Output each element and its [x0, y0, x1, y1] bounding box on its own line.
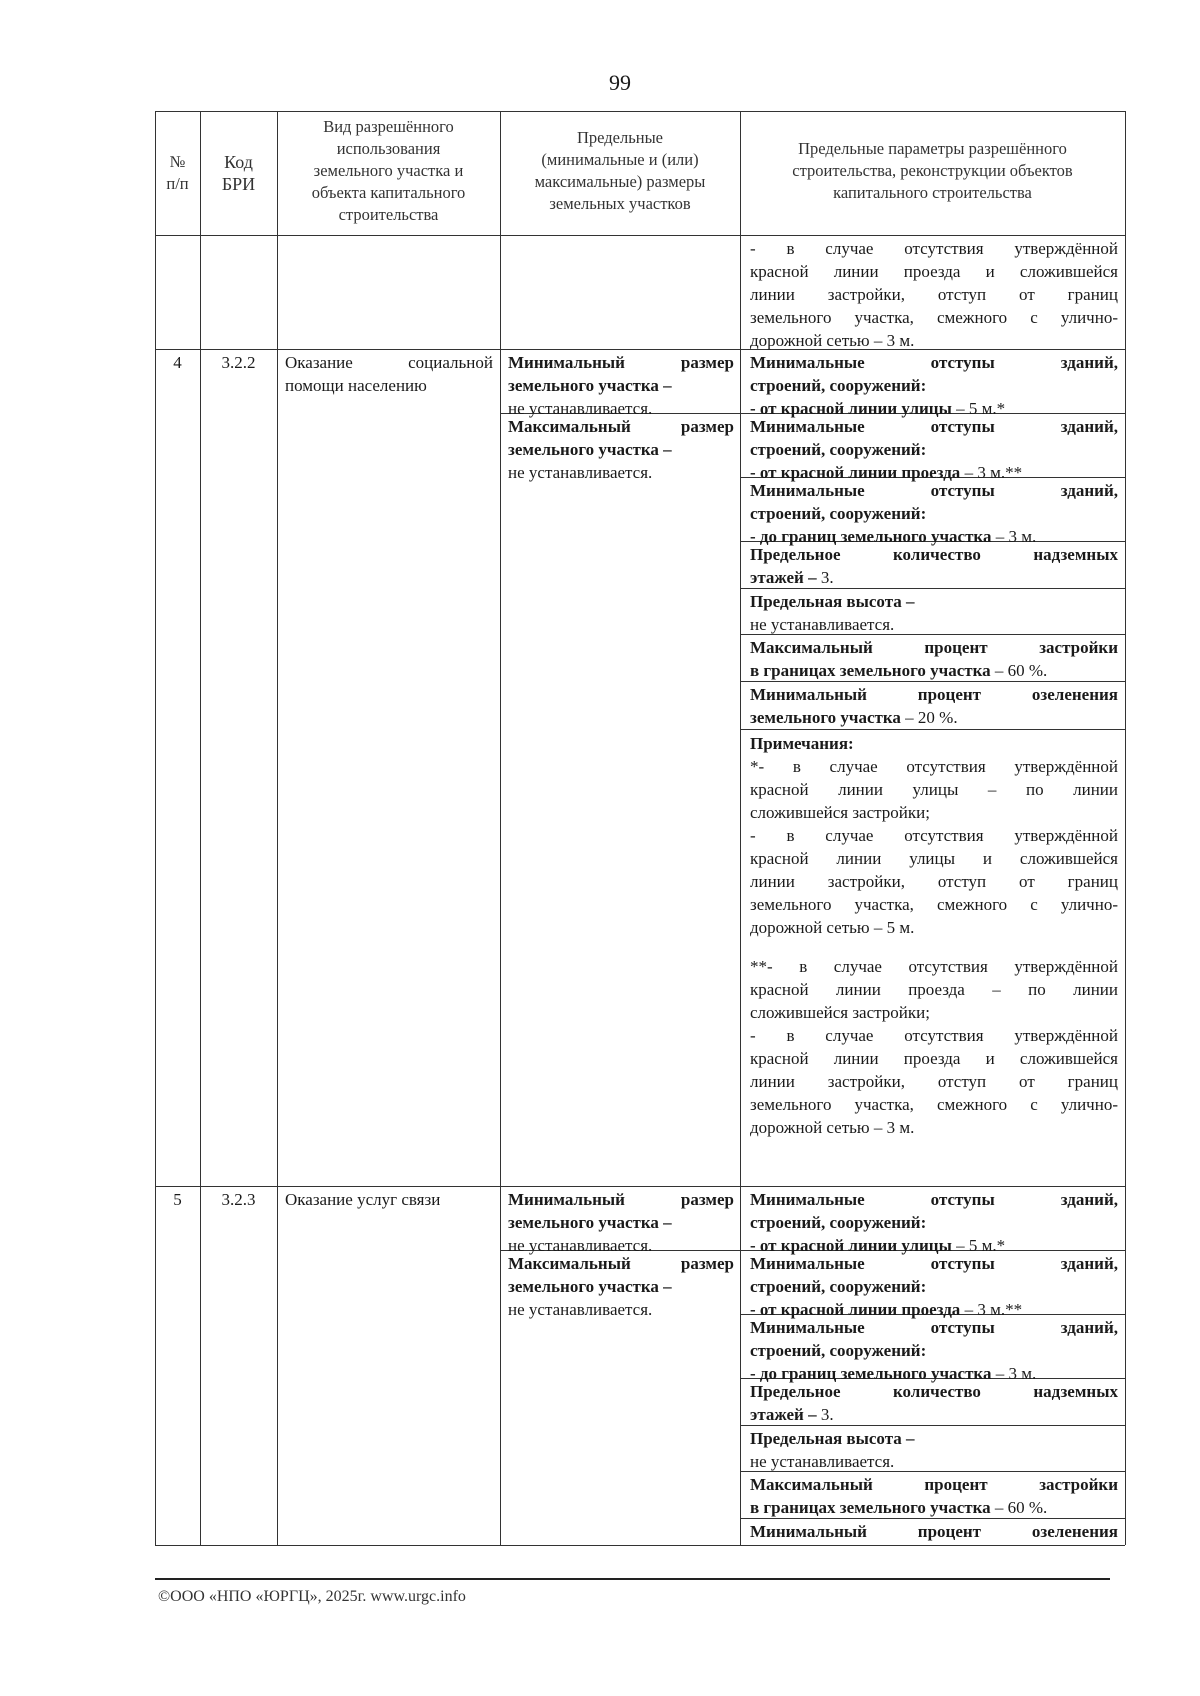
param-value-bold: этажей – [750, 1405, 817, 1424]
note-line: дорожной сетью – 5 м. [750, 918, 915, 937]
row4-param-setback-street [750, 351, 1118, 420]
header-bottom-border [155, 235, 1125, 236]
note-line: красной линии проезда и сложившейся [750, 262, 1118, 281]
header-text: использования [336, 139, 441, 158]
size-label: земельного участка – [508, 440, 672, 459]
table-top-border [155, 111, 1125, 112]
param-value-normal: – 3 м.** [960, 463, 1023, 482]
param-line: Минимальные отступы зданий, [750, 417, 1118, 436]
size-value: не устанавливается. [508, 463, 653, 482]
header-col-number [155, 151, 200, 195]
param-line: Минимальные отступы зданий, [750, 1190, 1118, 1209]
param-value-bold: - до границ земельного участка [750, 527, 992, 546]
row5-min-size [508, 1188, 734, 1257]
param-value-bold: - до границ земельного участка [750, 1364, 992, 1383]
note-line: земельного участка, смежного с улично- [750, 895, 1118, 914]
row4-param-height [750, 590, 1118, 636]
note-line: линии застройки, отступ от границ [750, 1072, 1118, 1091]
param-line: Максимальный процент застройки [750, 1475, 1118, 1494]
param-value-normal: 3. [816, 568, 834, 587]
row5-top-border [155, 1186, 1125, 1187]
header-text: № [169, 152, 186, 171]
footer-copyright: ©ООО «НПО «ЮРГЦ», 2025г. www.urgc.info [158, 1588, 466, 1605]
row4-param-divider [740, 729, 1125, 730]
header-text: Предельные [577, 128, 663, 147]
header-text: (минимальные и (или) [541, 150, 699, 169]
param-line: строений, сооружений: [750, 440, 927, 459]
note-line: линии застройки, отступ от границ [750, 285, 1118, 304]
param-line: строений, сооружений: [750, 504, 927, 523]
note-line: сложившейся застройки; [750, 803, 930, 822]
param-value-bold: этажей – [750, 568, 817, 587]
note-line: - в случае отсутствия утверждённой [750, 1026, 1118, 1045]
size-label: Максимальный размер [508, 1254, 734, 1273]
continuation-note [750, 237, 1118, 352]
row4-param-building-coverage [750, 636, 1118, 682]
row4-use-name [285, 351, 493, 397]
header-col-params [740, 138, 1125, 204]
note-line: красной линии проезда – по линии [750, 980, 1118, 999]
use-name-line: Оказание социальной [285, 353, 493, 372]
param-line: Максимальный процент застройки [750, 638, 1118, 657]
row5-code: 3.2.3 [221, 1190, 256, 1209]
row5-max-size [508, 1252, 734, 1321]
param-line: Предельная высота – [750, 592, 915, 611]
table-bottom-border [155, 1545, 1125, 1546]
size-label: земельного участка – [508, 1277, 672, 1296]
param-value-normal: – 5 м.* [951, 1236, 1006, 1255]
row4-param-floors [750, 543, 1118, 589]
row4-param-setback-boundary [750, 479, 1118, 548]
header-col-code [200, 151, 277, 195]
note-line: дорожной сетью – 3 м. [750, 1118, 915, 1137]
note-line: земельного участка, смежного с улично- [750, 1095, 1118, 1114]
param-value [750, 566, 1118, 589]
size-label: Минимальный размер [508, 1190, 734, 1209]
header-text: объекта капитального [311, 183, 466, 202]
param-line: Минимальные отступы зданий, [750, 481, 1118, 500]
param-value-normal: – 60 %. [990, 1498, 1048, 1517]
note-line: *- в случае отсутствия утверждённой [750, 757, 1118, 776]
note-line: красной линии улицы и сложившейся [750, 849, 1118, 868]
row5-use-name [285, 1188, 493, 1211]
row5-param-setback-passage [750, 1252, 1118, 1321]
param-value-normal: – 20 %. [900, 708, 958, 727]
param-line: Минимальный процент озеленения [750, 685, 1118, 704]
row5-number: 5 [173, 1190, 182, 1209]
param-line: Предельное количество надземных [750, 1382, 1118, 1401]
param-line: строений, сооружений: [750, 376, 927, 395]
row4-max-size [508, 415, 734, 484]
row5-param-height [750, 1427, 1118, 1473]
use-name-line: Оказание услуг связи [285, 1190, 441, 1209]
size-label: Максимальный размер [508, 417, 734, 436]
param-value [750, 706, 1118, 729]
param-value: не устанавливается. [750, 1452, 895, 1471]
header-text: БРИ [221, 174, 256, 194]
header-text: строительства [338, 205, 439, 224]
param-line: Предельное количество надземных [750, 545, 1118, 564]
param-line: строений, сооружений: [750, 1213, 927, 1232]
param-value-bold: в границах земельного участка [750, 661, 991, 680]
col-border-5 [1125, 111, 1126, 1545]
param-line: строений, сооружений: [750, 1341, 927, 1360]
param-value-bold: в границах земельного участка [750, 1498, 991, 1517]
col-border-0 [155, 111, 156, 1545]
row4-code: 3.2.2 [221, 353, 256, 372]
size-value: не устанавливается. [508, 1236, 653, 1255]
header-text: земельных участков [549, 194, 691, 213]
param-value-normal: – 3 м. [991, 1364, 1037, 1383]
land-use-table [155, 111, 1125, 1545]
col-border-4 [740, 111, 741, 1545]
size-label: земельного участка – [508, 1213, 672, 1232]
param-value [750, 659, 1118, 682]
row4-param-setback-passage [750, 415, 1118, 484]
note-line: красной линии проезда и сложившейся [750, 1049, 1118, 1068]
note-line: **- в случае отсутствия утверждённой [750, 957, 1118, 976]
use-name-line: помощи населению [285, 376, 427, 395]
header-text: п/п [166, 174, 189, 193]
note-line: - в случае отсутствия утверждённой [750, 239, 1118, 258]
param-value [750, 1403, 1118, 1426]
param-line: строений, сооружений: [750, 1277, 927, 1296]
note-line: дорожной сетью – 3 м. [750, 331, 915, 350]
header-text: максимальные) размеры [534, 172, 706, 191]
param-value-bold: - от красной линии улицы [750, 399, 952, 418]
param-line: Минимальный процент озеленения [750, 1522, 1118, 1541]
size-value: не устанавливается. [508, 399, 653, 418]
row5-param-building-coverage [750, 1473, 1118, 1519]
header-text: земельного участка и [313, 161, 464, 180]
param-line: Предельная высота – [750, 1429, 915, 1448]
row5-param-setback-boundary [750, 1316, 1118, 1385]
param-value-bold: - от красной линии улицы [750, 1236, 952, 1255]
notes-title: Примечания: [750, 734, 854, 753]
row4-param-greenery [750, 683, 1118, 729]
param-value-bold: - от красной линии проезда [750, 463, 961, 482]
footer-divider [155, 1578, 1110, 1580]
note-line: линии застройки, отступ от границ [750, 872, 1118, 891]
row4-min-size [508, 351, 734, 420]
size-value: не устанавливается. [508, 1300, 653, 1319]
note-line: земельного участка, смежного с улично- [750, 308, 1118, 327]
size-label: земельного участка – [508, 376, 672, 395]
param-value-normal: – 5 м.* [951, 399, 1006, 418]
header-text: Предельные параметры разрешённого [798, 139, 1067, 158]
size-label: Минимальный размер [508, 353, 734, 372]
note-line: красной линии улицы – по линии [750, 780, 1118, 799]
header-col-plot-size [500, 127, 740, 215]
param-value-normal: 3. [816, 1405, 834, 1424]
param-value-normal: – 60 %. [990, 661, 1048, 680]
param-value-bold: - от красной линии проезда [750, 1300, 961, 1319]
param-line: Минимальные отступы зданий, [750, 1318, 1118, 1337]
note-line: - в случае отсутствия утверждённой [750, 826, 1118, 845]
row5-param-setback-street [750, 1188, 1118, 1257]
param-value-normal: – 3 м. [991, 527, 1037, 546]
param-line: Минимальные отступы зданий, [750, 1254, 1118, 1273]
header-col-use-type [277, 116, 500, 226]
header-text: Вид разрешённого [323, 117, 454, 136]
row4-number: 4 [173, 353, 182, 372]
row4-notes [750, 732, 1118, 939]
header-text: капитального строительства [833, 183, 1032, 202]
col-border-2 [277, 111, 278, 1545]
page-number: 99 [609, 70, 631, 95]
param-value-normal: – 3 м.** [960, 1300, 1023, 1319]
header-text: Код [224, 152, 253, 172]
header-text: строительства, реконструкции объектов [792, 161, 1073, 180]
col-border-1 [200, 111, 201, 1545]
param-value: не устанавливается. [750, 615, 895, 634]
param-value [750, 1496, 1118, 1519]
param-value-bold: земельного участка [750, 708, 901, 727]
param-line: Минимальные отступы зданий, [750, 353, 1118, 372]
note-line: сложившейся застройки; [750, 1003, 930, 1022]
row5-param-greenery [750, 1520, 1118, 1543]
row4-notes-b [750, 955, 1118, 1139]
col-border-3 [500, 111, 501, 1545]
row5-param-floors [750, 1380, 1118, 1426]
